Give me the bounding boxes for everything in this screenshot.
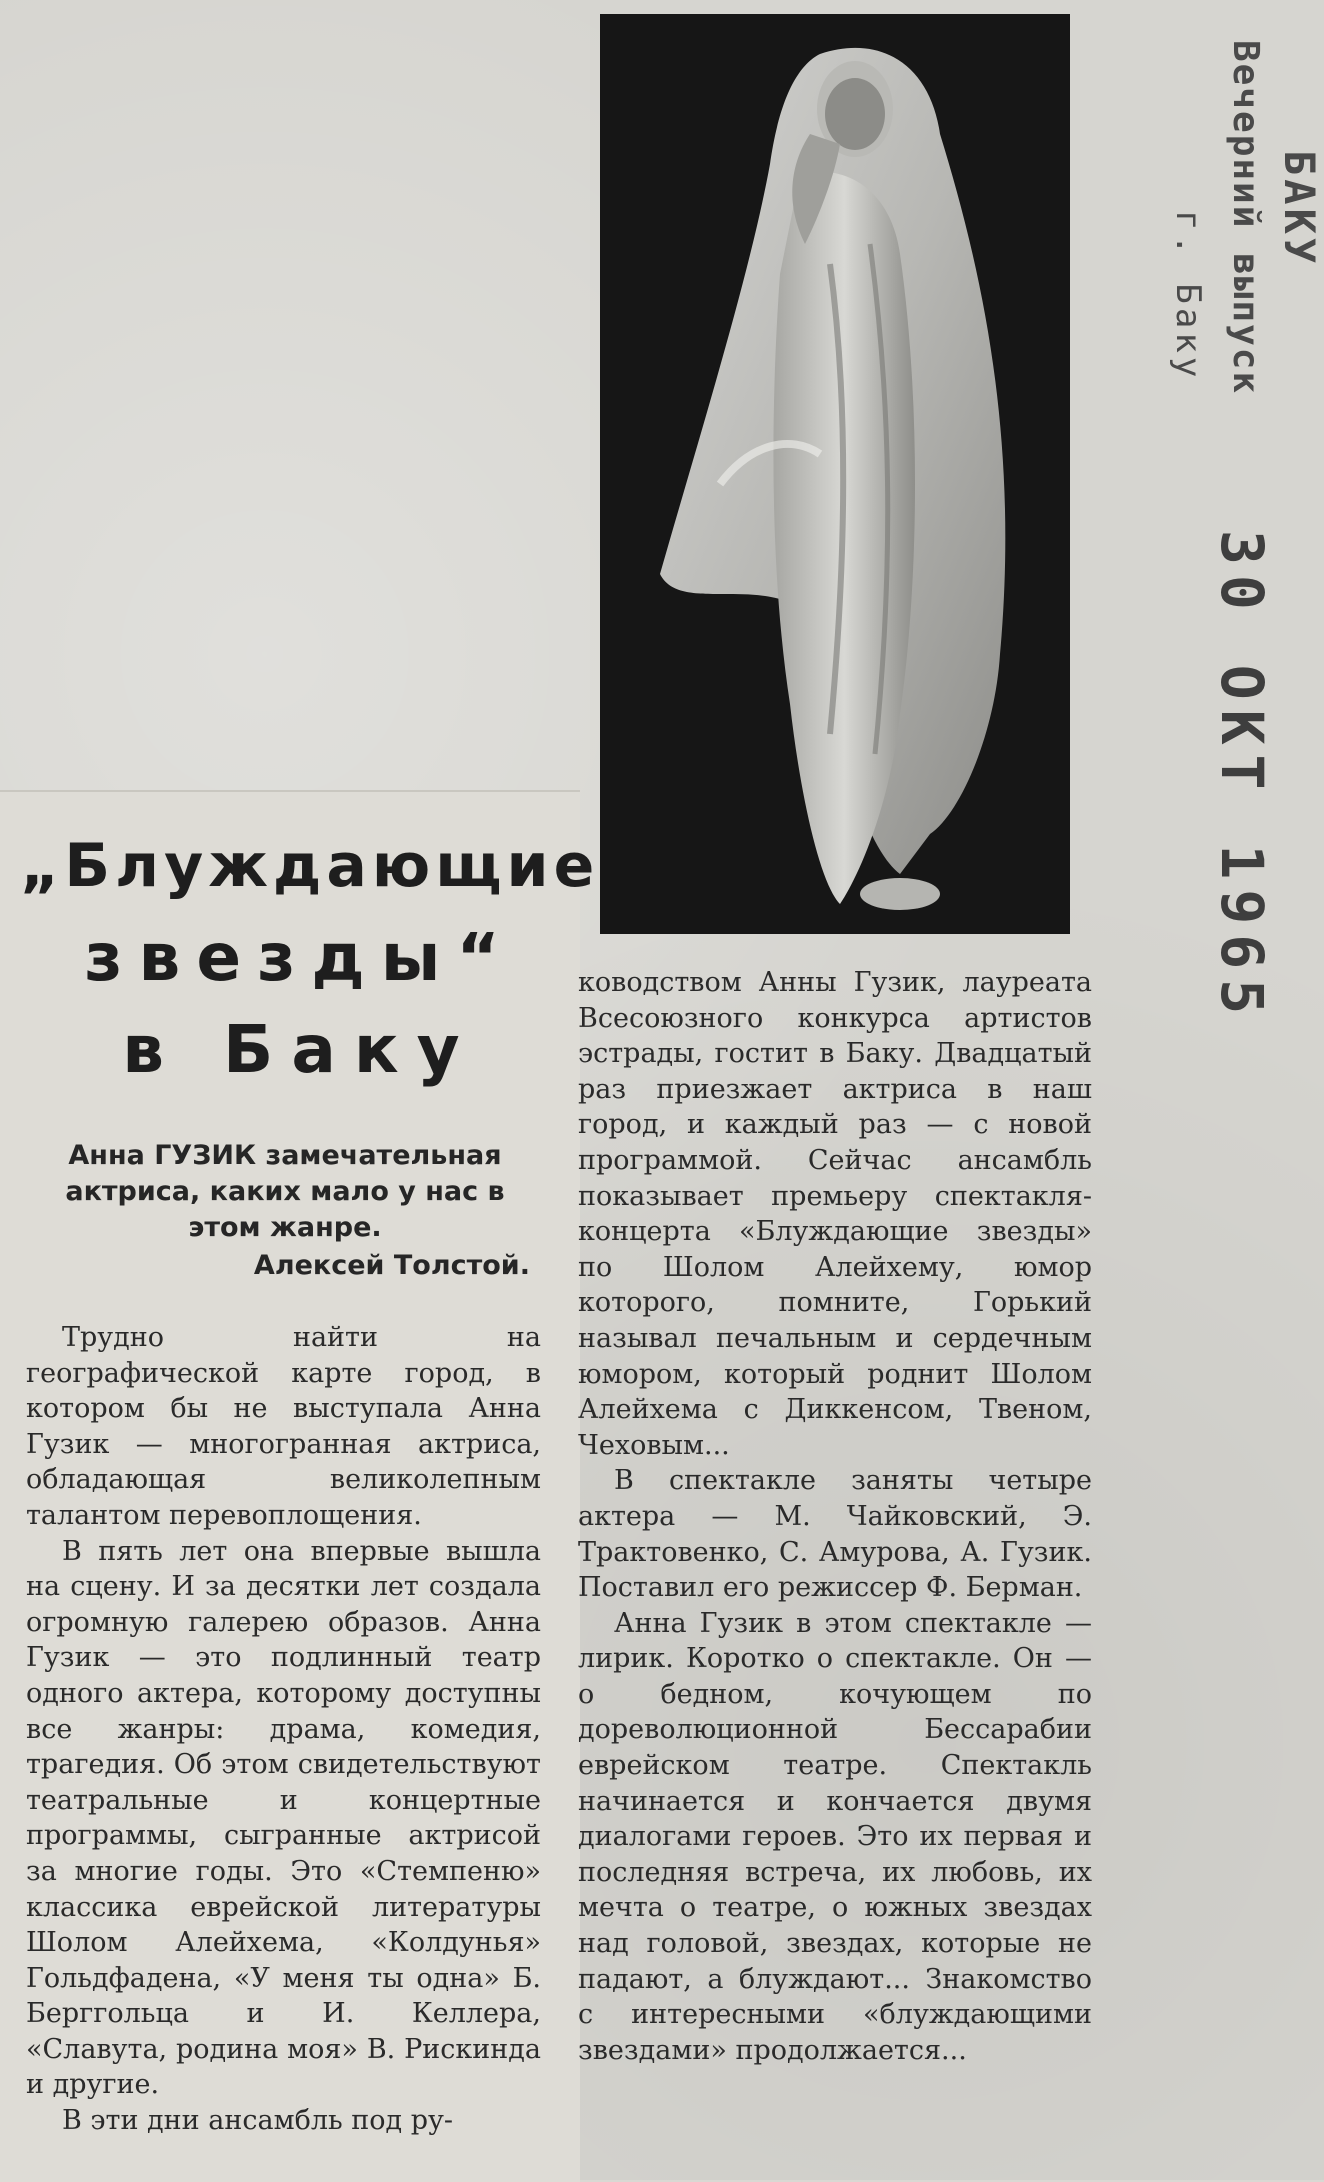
newspaper-stamp: [1150, 10, 1324, 1025]
photo-figure-drawing: [600, 14, 1070, 934]
article-headline: [20, 820, 600, 1096]
article-column-2: [578, 965, 1092, 2068]
epigraph-author: Алексей Толстой.: [253, 1250, 530, 1281]
paragraph: Анна Гузик в этом спектакле — лирик. Коротко о спектакле. Он — о бедном, кочующем по дореволюционной Бессарабии еврейском театре. Спектакль начинается и кончается двумя диалогами героев. Это их первая и последняя встреча, их любовь, их мечта о театре, о южных звездах над головой, звездах, которые не падают, а блуждают... Знакомство с интересными «блуждающими звездами» продолжается...: [578, 1607, 1092, 2066]
article-column-1: [26, 1320, 541, 2139]
paragraph: Трудно найти на географической карте город, в котором бы не выступала Анна Гузик — многогранная актриса, обладающая великолепным талантом перевоплощения.: [26, 1322, 541, 1531]
headline-line-1: „Блуждающие: [20, 831, 600, 901]
paragraph: В спектакле заняты четыре актера — М. Чайковский, Э. Трактовенко, С. Амурова, А. Гузик. Поставил его режиссер Ф. Берман.: [578, 1465, 1092, 1604]
paragraph: В эти дни ансамбль под ру-: [62, 2105, 454, 2137]
headline-line-2: звезды“: [84, 919, 516, 996]
epigraph-quote: Анна ГУЗИК замечательная актриса, каких мало у нас в этом жанре.: [65, 1140, 505, 1243]
stamp-city-line: г. Баку: [1168, 210, 1208, 382]
stamp-city: БАКУ: [1275, 150, 1324, 268]
paragraph: В пять лет она впервые вышла на сцену. И за десятки лет создала огромную галерею образов. Анна Гузик — это подлинный театр одного актера, которому доступны все жанры: драма, комедия, трагедия. Об этом свидетельствуют театральные и концертные программы, сыгранные актрисой за многие годы. Это «Стемпеню» классика еврейской литературы Шолом Алейхема, «Колдунья» Гольдфадена, «У меня ты одна» Б. Берггольца и И. Келлера, «Славута, родина моя» В. Рискинда и другие.: [26, 1535, 541, 2101]
stamp-date: 30 ОКТ 1965: [1208, 530, 1276, 1025]
paragraph: ководством Анны Гузик, лауреата Всесоюзного конкурса артистов эстрады, гостит в Баку. Двадцатый раз приезжает актриса в наш город, и каждый раз — с новой программой. Сейчас ансамбль показывает премьеру спектакля-концерта «Блуждающие звезды» по Шолом Алейхему, юмор которого, помните, Горький называл печальным и сердечным юмором, который роднит Шолом Алейхема с Диккенсом, Твеном, Чеховым...: [578, 967, 1092, 1461]
stamp-publication: Вечерний выпуск: [1225, 40, 1266, 396]
actress-photo: [600, 14, 1070, 934]
headline-line-3: в Баку: [122, 1011, 478, 1088]
